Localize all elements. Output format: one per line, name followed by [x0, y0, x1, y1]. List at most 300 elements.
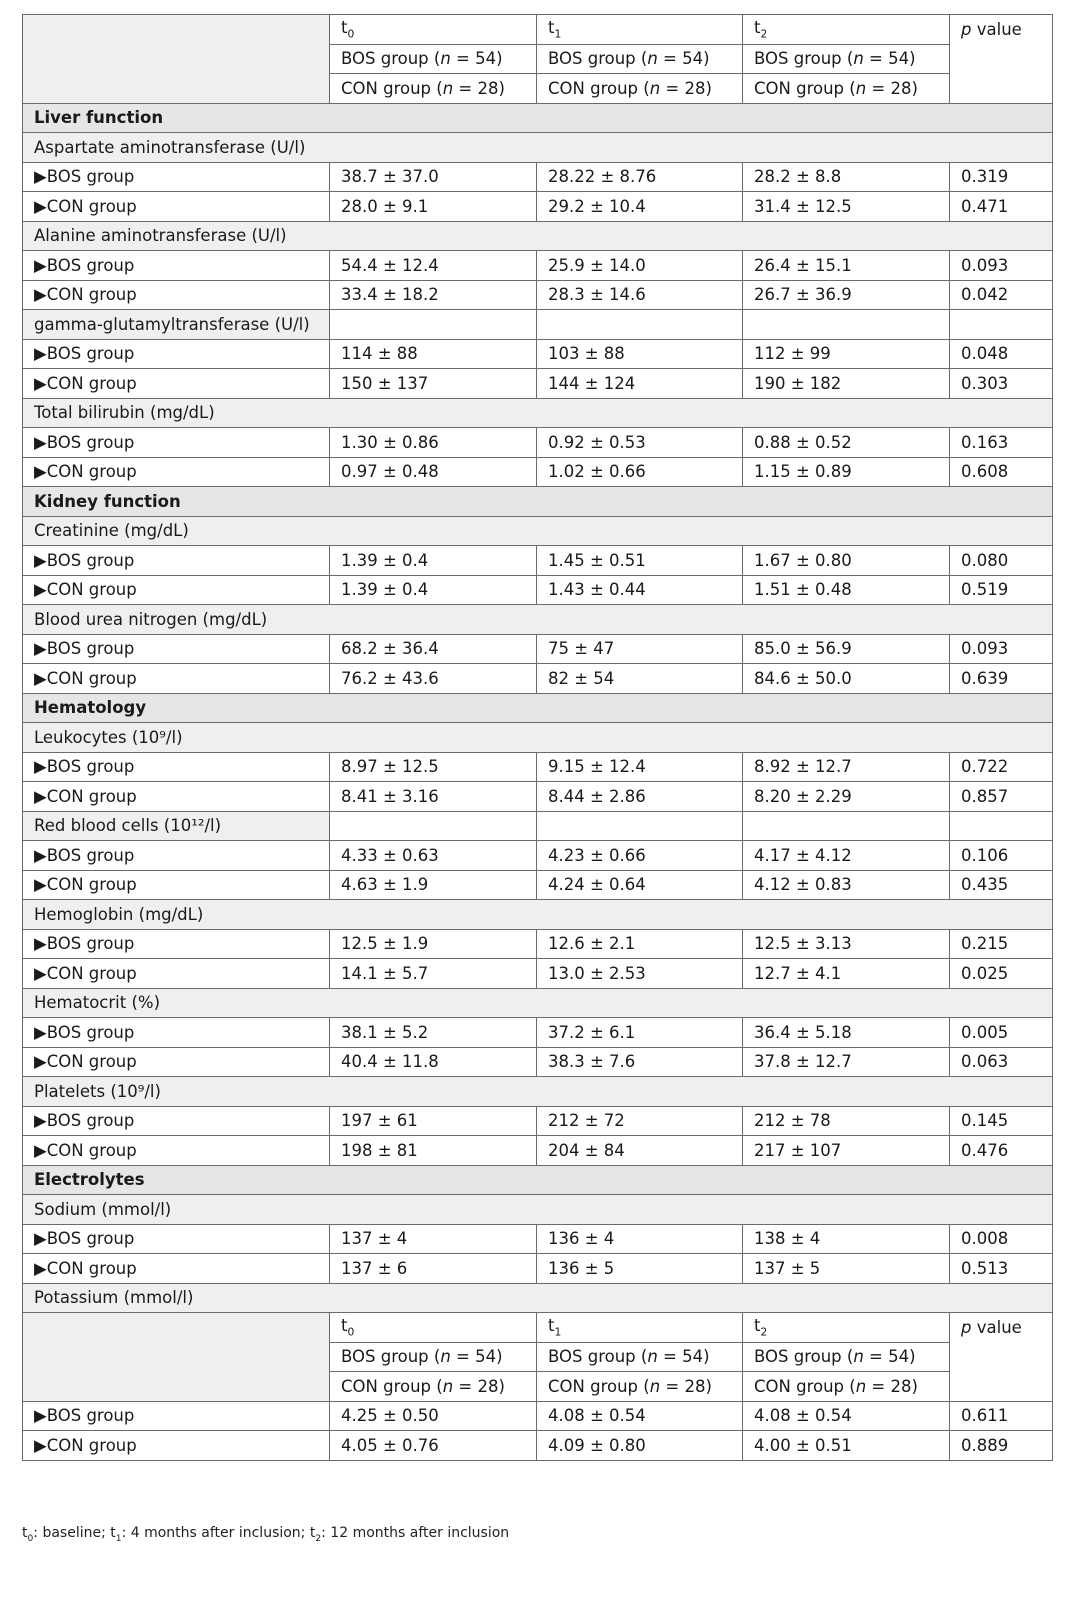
cell-text: 0.608	[961, 462, 1009, 482]
triangle-bullet-icon: ▶	[34, 963, 47, 983]
cell-text: CON group (n = 28)	[754, 78, 918, 98]
value-cell-t0	[330, 634, 537, 664]
empty-cell	[743, 310, 950, 340]
header-con-group	[743, 74, 950, 104]
section-row	[23, 1165, 1053, 1195]
cell-text: CON group (n = 28)	[341, 1376, 505, 1396]
cell-text: 4.12 ± 0.83	[754, 875, 852, 895]
cell-text: 8.41 ± 3.16	[341, 786, 439, 806]
header-t0	[330, 15, 537, 45]
section-row	[23, 103, 1053, 133]
parameter-label	[23, 988, 1053, 1018]
cell-text: 4.17 ± 4.12	[754, 845, 852, 865]
parameter-label	[23, 221, 1053, 251]
cell-text: CON group	[46, 580, 137, 600]
parameter-row	[23, 1283, 1053, 1313]
cell-text: 0.093	[961, 639, 1009, 659]
triangle-bullet-icon: ▶	[34, 1052, 47, 1072]
group-label	[23, 575, 330, 605]
parameter-row	[23, 398, 1053, 428]
data-row	[23, 546, 1053, 576]
triangle-bullet-icon: ▶	[34, 875, 47, 895]
cell-text: 112 ± 99	[754, 344, 831, 364]
cell-text: 0.303	[961, 373, 1009, 393]
value-cell-t0	[330, 192, 537, 222]
parameter-row	[23, 811, 1053, 841]
group-label	[23, 1431, 330, 1461]
empty-cell	[950, 811, 1053, 841]
header-bos-group	[537, 44, 743, 74]
cell-text: Platelets (10⁹/l)	[34, 1081, 161, 1101]
triangle-bullet-icon: ▶	[34, 255, 47, 275]
cell-text: Kidney function	[34, 491, 181, 511]
cell-text: 38.3 ± 7.6	[548, 1052, 636, 1072]
cell-text: CON group (n = 28)	[754, 1376, 918, 1396]
cell-text: 0.519	[961, 580, 1009, 600]
cell-text: 28.3 ± 14.6	[548, 285, 646, 305]
parameter-label	[23, 811, 330, 841]
data-row	[23, 1224, 1053, 1254]
value-cell-t1	[537, 192, 743, 222]
value-cell-t1	[537, 1431, 743, 1461]
value-cell-t2	[743, 782, 950, 812]
data-row	[23, 1047, 1053, 1077]
cell-text: Hematocrit (%)	[34, 993, 161, 1013]
triangle-bullet-icon: ▶	[34, 786, 47, 806]
p-value-cell	[950, 1254, 1053, 1284]
cell-text: CON group (n = 28)	[341, 78, 505, 98]
cell-text: 198 ± 81	[341, 1140, 418, 1160]
header-corner	[23, 15, 330, 104]
cell-text: 0.063	[961, 1052, 1009, 1072]
cell-text: BOS group	[46, 1111, 135, 1131]
cell-text: 4.63 ± 1.9	[341, 875, 429, 895]
cell-text: 85.0 ± 56.9	[754, 639, 852, 659]
cell-text: 0.093	[961, 255, 1009, 275]
triangle-bullet-icon: ▶	[34, 580, 47, 600]
cell-text: Aspartate aminotransferase (U/l)	[34, 137, 306, 157]
group-label	[23, 1047, 330, 1077]
cell-text: p value	[961, 1318, 1022, 1337]
value-cell-t0	[330, 428, 537, 458]
header-row	[23, 15, 1053, 45]
cell-text: 26.4 ± 15.1	[754, 255, 852, 275]
cell-text: 0.722	[961, 757, 1009, 777]
p-value-cell	[950, 1224, 1053, 1254]
data-row	[23, 251, 1053, 281]
cell-text: BOS group (n = 54)	[341, 1347, 503, 1367]
cell-text: 4.23 ± 0.66	[548, 845, 646, 865]
cell-text: CON group	[46, 963, 137, 983]
value-cell-t2	[743, 251, 950, 281]
value-cell-t2	[743, 1401, 950, 1431]
results-table-container	[22, 14, 1052, 1461]
p-value-cell	[950, 162, 1053, 192]
cell-text: 204 ± 84	[548, 1140, 625, 1160]
cell-text: BOS group (n = 54)	[341, 49, 503, 69]
cell-text: 0.639	[961, 668, 1009, 688]
cell-text: 0.008	[961, 1229, 1009, 1249]
header-con-group	[537, 74, 743, 104]
data-row	[23, 162, 1053, 192]
triangle-bullet-icon: ▶	[34, 167, 47, 187]
value-cell-t2	[743, 1431, 950, 1461]
cell-text: Blood urea nitrogen (mg/dL)	[34, 609, 268, 629]
value-cell-t1	[537, 162, 743, 192]
value-cell-t1	[537, 841, 743, 871]
cell-text: 82 ± 54	[548, 668, 615, 688]
data-row	[23, 870, 1053, 900]
group-label	[23, 546, 330, 576]
empty-cell	[537, 310, 743, 340]
cell-text: Hemoglobin (mg/dL)	[34, 904, 204, 924]
parameter-row	[23, 900, 1053, 930]
cell-text: 0.106	[961, 845, 1009, 865]
cell-text: BOS group (n = 54)	[754, 49, 916, 69]
cell-text: $t_2$	[754, 1316, 768, 1339]
triangle-bullet-icon: ▶	[34, 757, 47, 777]
value-cell-t2	[743, 428, 950, 458]
triangle-bullet-icon: ▶	[34, 1140, 47, 1160]
p-value-cell	[950, 1431, 1053, 1461]
triangle-bullet-icon: ▶	[34, 550, 47, 570]
data-row	[23, 575, 1053, 605]
cell-text: 0.513	[961, 1258, 1009, 1278]
cell-text: Electrolytes	[34, 1170, 145, 1190]
data-row	[23, 1254, 1053, 1284]
cell-text: 217 ± 107	[754, 1140, 842, 1160]
parameter-row	[23, 723, 1053, 753]
parameter-row	[23, 516, 1053, 546]
cell-text: CON group	[46, 196, 137, 216]
value-cell-t0	[330, 929, 537, 959]
value-cell-t1	[537, 1106, 743, 1136]
empty-cell	[743, 811, 950, 841]
cell-text: 36.4 ± 5.18	[754, 1022, 852, 1042]
triangle-bullet-icon: ▶	[34, 1111, 47, 1131]
group-label	[23, 162, 330, 192]
cell-text: 4.33 ± 0.63	[341, 845, 439, 865]
parameter-row	[23, 988, 1053, 1018]
cell-text: 14.1 ± 5.7	[341, 963, 429, 983]
cell-text: 37.2 ± 6.1	[548, 1022, 636, 1042]
p-value-cell	[950, 546, 1053, 576]
group-label	[23, 457, 330, 487]
cell-text: 0.92 ± 0.53	[548, 432, 646, 452]
data-row	[23, 634, 1053, 664]
value-cell-t0	[330, 1401, 537, 1431]
header-t0	[330, 1313, 537, 1343]
value-cell-t2	[743, 1136, 950, 1166]
value-cell-t1	[537, 575, 743, 605]
cell-text: 4.00 ± 0.51	[754, 1435, 852, 1455]
value-cell-t2	[743, 752, 950, 782]
cell-text: 13.0 ± 2.53	[548, 963, 646, 983]
p-value-cell	[950, 870, 1053, 900]
cell-text: BOS group (n = 54)	[754, 1347, 916, 1367]
cell-text: CON group	[46, 285, 137, 305]
p-value-cell	[950, 1401, 1053, 1431]
cell-text: BOS group (n = 54)	[548, 49, 710, 69]
empty-cell	[330, 310, 537, 340]
empty-cell	[537, 811, 743, 841]
parameter-label	[23, 1195, 1053, 1225]
cell-text: 9.15 ± 12.4	[548, 757, 646, 777]
cell-text: Liver function	[34, 108, 164, 128]
value-cell-t0	[330, 959, 537, 989]
lab-values-table	[22, 14, 1053, 1461]
header-bos-group	[330, 1342, 537, 1372]
cell-text: $t_1$	[548, 1316, 562, 1339]
value-cell-t0	[330, 546, 537, 576]
cell-text: 0.889	[961, 1435, 1009, 1455]
cell-text: 0.042	[961, 285, 1009, 305]
triangle-bullet-icon: ▶	[34, 1435, 47, 1455]
cell-text: 76.2 ± 43.6	[341, 668, 439, 688]
cell-text: 12.7 ± 4.1	[754, 963, 842, 983]
group-label	[23, 428, 330, 458]
p-value-cell	[950, 192, 1053, 222]
cell-text: 12.5 ± 1.9	[341, 934, 429, 954]
value-cell-t1	[537, 457, 743, 487]
cell-text: 137 ± 4	[341, 1229, 408, 1249]
data-row	[23, 1401, 1053, 1431]
cell-text: $t_0$	[341, 18, 355, 41]
cell-text: 4.09 ± 0.80	[548, 1435, 646, 1455]
triangle-bullet-icon: ▶	[34, 668, 47, 688]
header-bos-group	[330, 44, 537, 74]
header-bos-group	[743, 1342, 950, 1372]
parameter-label	[23, 398, 1053, 428]
cell-text: CON group	[46, 786, 137, 806]
cell-text: CON group	[46, 1140, 137, 1160]
section-title	[23, 693, 1053, 723]
cell-text: 197 ± 61	[341, 1111, 418, 1131]
cell-text: 28.22 ± 8.76	[548, 167, 657, 187]
cell-text: 28.0 ± 9.1	[341, 196, 429, 216]
value-cell-t2	[743, 664, 950, 694]
cell-text: BOS group	[46, 934, 135, 954]
cell-text: 12.5 ± 3.13	[754, 934, 852, 954]
cell-text: CON group	[46, 1435, 137, 1455]
triangle-bullet-icon: ▶	[34, 934, 47, 954]
cell-text: $t_2$	[754, 18, 768, 41]
data-row	[23, 1018, 1053, 1048]
group-label	[23, 664, 330, 694]
parameter-row	[23, 605, 1053, 635]
cell-text: 31.4 ± 12.5	[754, 196, 852, 216]
header-row	[23, 1313, 1053, 1343]
cell-text: BOS group	[46, 757, 135, 777]
cell-text: BOS group	[46, 167, 135, 187]
cell-text: $t_1$	[548, 18, 562, 41]
cell-text: 0.435	[961, 875, 1009, 895]
value-cell-t1	[537, 428, 743, 458]
cell-text: CON group	[46, 875, 137, 895]
cell-text: Hematology	[34, 698, 147, 718]
triangle-bullet-icon: ▶	[34, 639, 47, 659]
cell-text: p value	[961, 20, 1022, 39]
cell-text: 137 ± 6	[341, 1258, 408, 1278]
cell-text: 150 ± 137	[341, 373, 429, 393]
group-label	[23, 369, 330, 399]
group-label	[23, 752, 330, 782]
parameter-label	[23, 723, 1053, 753]
empty-cell	[330, 811, 537, 841]
p-value-cell	[950, 1047, 1053, 1077]
data-row	[23, 1106, 1053, 1136]
group-label	[23, 251, 330, 281]
parameter-row	[23, 1195, 1053, 1225]
empty-cell	[950, 310, 1053, 340]
cell-text: 40.4 ± 11.8	[341, 1052, 439, 1072]
cell-text: CON group	[46, 1052, 137, 1072]
cell-text: BOS group	[46, 1229, 135, 1249]
triangle-bullet-icon: ▶	[34, 344, 47, 364]
cell-text: 190 ± 182	[754, 373, 842, 393]
cell-text: BOS group	[46, 344, 135, 364]
triangle-bullet-icon: ▶	[34, 1258, 47, 1278]
cell-text: Alanine aminotransferase (U/l)	[34, 226, 287, 246]
value-cell-t0	[330, 1018, 537, 1048]
p-value-cell	[950, 1106, 1053, 1136]
cell-text: 1.02 ± 0.66	[548, 462, 646, 482]
value-cell-t2	[743, 162, 950, 192]
cell-text: CON group	[46, 1258, 137, 1278]
cell-text: CON group	[46, 373, 137, 393]
value-cell-t1	[537, 546, 743, 576]
p-value-cell	[950, 575, 1053, 605]
value-cell-t2	[743, 575, 950, 605]
triangle-bullet-icon: ▶	[34, 1406, 47, 1426]
cell-text: BOS group	[46, 639, 135, 659]
cell-text: 4.08 ± 0.54	[754, 1406, 852, 1426]
cell-text: 103 ± 88	[548, 344, 625, 364]
triangle-bullet-icon: ▶	[34, 373, 47, 393]
parameter-row	[23, 310, 1053, 340]
cell-text: 138 ± 4	[754, 1229, 821, 1249]
cell-text: gamma-glutamyltransferase (U/l)	[34, 314, 310, 334]
value-cell-t1	[537, 251, 743, 281]
p-value-cell	[950, 280, 1053, 310]
value-cell-t2	[743, 192, 950, 222]
data-row	[23, 1136, 1053, 1166]
value-cell-t0	[330, 162, 537, 192]
p-value-cell	[950, 841, 1053, 871]
group-label	[23, 1136, 330, 1166]
cell-text: BOS group	[46, 550, 135, 570]
group-label	[23, 929, 330, 959]
cell-text: 212 ± 72	[548, 1111, 625, 1131]
value-cell-t1	[537, 369, 743, 399]
cell-text: 0.476	[961, 1140, 1009, 1160]
value-cell-t2	[743, 1018, 950, 1048]
p-value-cell	[950, 457, 1053, 487]
p-value-cell	[950, 782, 1053, 812]
value-cell-t1	[537, 1254, 743, 1284]
value-cell-t0	[330, 457, 537, 487]
cell-text: 75 ± 47	[548, 639, 615, 659]
cell-text: 0.88 ± 0.52	[754, 432, 852, 452]
value-cell-t0	[330, 1047, 537, 1077]
data-row	[23, 369, 1053, 399]
data-row	[23, 664, 1053, 694]
value-cell-t1	[537, 1401, 743, 1431]
cell-text: 1.51 ± 0.48	[754, 580, 852, 600]
value-cell-t0	[330, 841, 537, 871]
cell-text: 0.319	[961, 167, 1009, 187]
group-label	[23, 634, 330, 664]
value-cell-t2	[743, 929, 950, 959]
cell-text: 0.215	[961, 934, 1009, 954]
triangle-bullet-icon: ▶	[34, 196, 47, 216]
header-p-value	[950, 1313, 1053, 1402]
cell-text: $t_0$	[341, 1316, 355, 1339]
cell-text: 0.048	[961, 344, 1009, 364]
parameter-row	[23, 133, 1053, 163]
cell-text: 54.4 ± 12.4	[341, 255, 439, 275]
parameter-label	[23, 1077, 1053, 1107]
cell-text: 25.9 ± 14.0	[548, 255, 646, 275]
data-row	[23, 428, 1053, 458]
cell-text: 1.15 ± 0.89	[754, 462, 852, 482]
data-row	[23, 782, 1053, 812]
cell-text: BOS group	[46, 845, 135, 865]
header-t2	[743, 1313, 950, 1343]
cell-text: BOS group	[46, 1406, 135, 1426]
triangle-bullet-icon: ▶	[34, 1229, 47, 1249]
cell-text: 8.20 ± 2.29	[754, 786, 852, 806]
group-label	[23, 192, 330, 222]
triangle-bullet-icon: ▶	[34, 285, 47, 305]
cell-text: 0.163	[961, 432, 1009, 452]
cell-text: CON group	[46, 668, 137, 688]
value-cell-t2	[743, 1047, 950, 1077]
value-cell-t1	[537, 1018, 743, 1048]
value-cell-t1	[537, 1224, 743, 1254]
group-label	[23, 1254, 330, 1284]
cell-text: 4.24 ± 0.64	[548, 875, 646, 895]
cell-text: 0.005	[961, 1022, 1009, 1042]
p-value-cell	[950, 339, 1053, 369]
cell-text: 0.611	[961, 1406, 1009, 1426]
data-row	[23, 457, 1053, 487]
cell-text: Potassium (mmol/l)	[34, 1288, 194, 1308]
value-cell-t0	[330, 1136, 537, 1166]
cell-text: 0.080	[961, 550, 1009, 570]
header-t1	[537, 1313, 743, 1343]
parameter-row	[23, 1077, 1053, 1107]
cell-text: Leukocytes (10⁹/l)	[34, 727, 183, 747]
value-cell-t2	[743, 870, 950, 900]
cell-text: BOS group	[46, 1022, 135, 1042]
cell-text: 212 ± 78	[754, 1111, 831, 1131]
value-cell-t2	[743, 546, 950, 576]
value-cell-t1	[537, 782, 743, 812]
p-value-cell	[950, 1018, 1053, 1048]
cell-text: 84.6 ± 50.0	[754, 668, 852, 688]
cell-text: Sodium (mmol/l)	[34, 1199, 172, 1219]
header-t2	[743, 15, 950, 45]
value-cell-t1	[537, 929, 743, 959]
cell-text: 26.7 ± 36.9	[754, 285, 852, 305]
value-cell-t2	[743, 1254, 950, 1284]
data-row	[23, 339, 1053, 369]
group-label	[23, 280, 330, 310]
group-label	[23, 1106, 330, 1136]
cell-text: Red blood cells (10¹²/l)	[34, 816, 222, 836]
p-value-cell	[950, 929, 1053, 959]
